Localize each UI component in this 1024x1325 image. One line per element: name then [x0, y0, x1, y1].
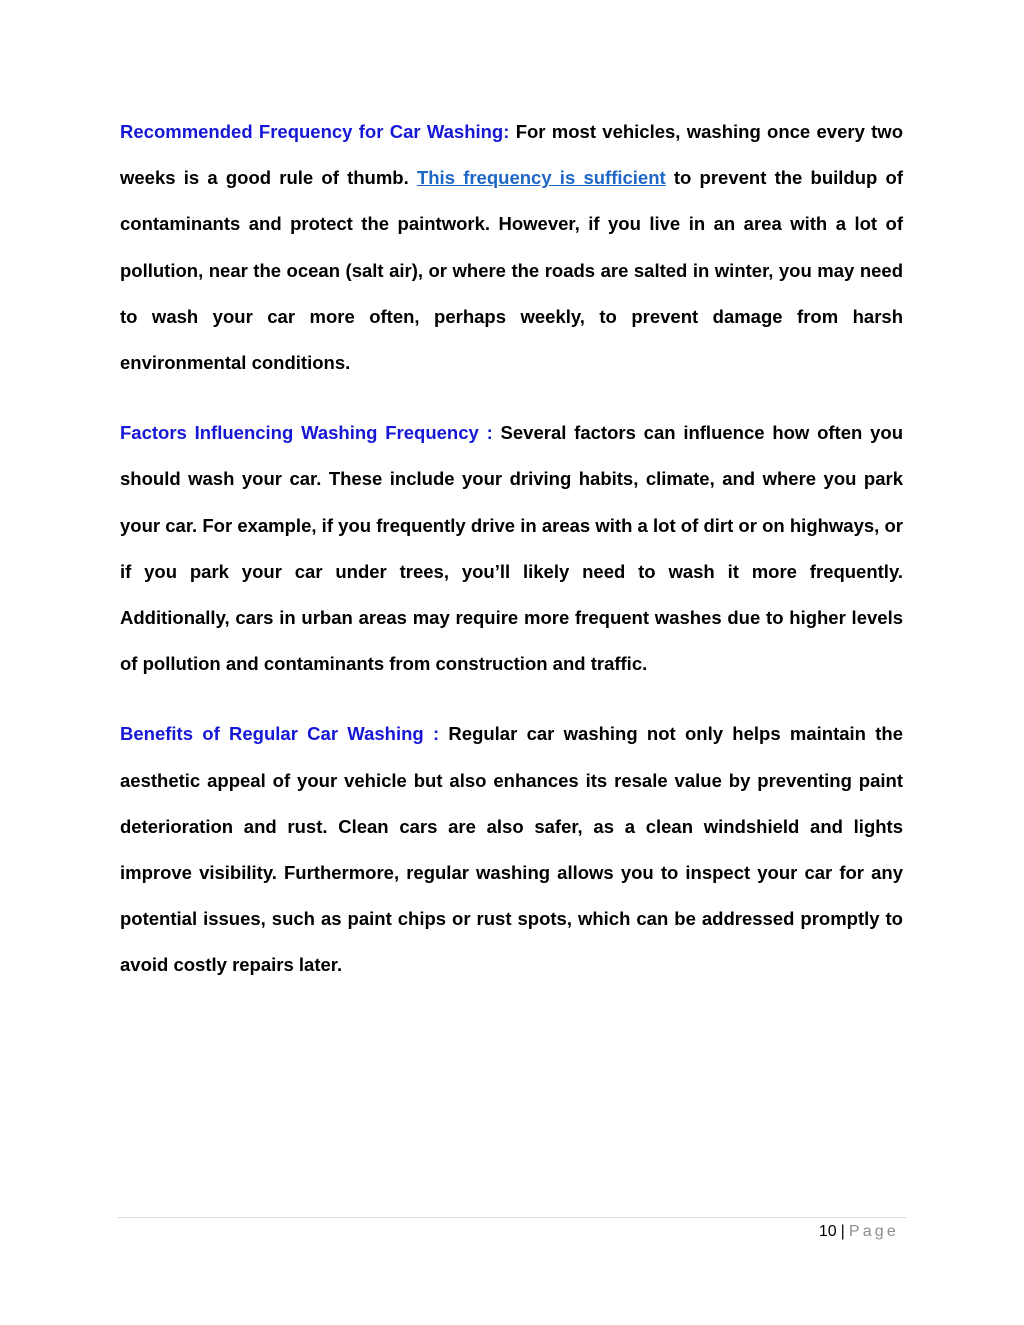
section-heading: Factors Influencing Washing Frequency : [120, 422, 493, 444]
section-text: Several factors can influence how often you should wash your car. These include your driving habits, climate, and where you park your car. For example, if you frequently drive in areas with a lot of dirt or on highways, or if you park your car under trees, you’ll likely need to wash it more frequently. Additionally, cars in urban areas may require more frequent washes due to higher levels of pollution and contaminants from construction and traffic. [120, 422, 903, 675]
section-heading: Benefits of Regular Car Washing : [120, 723, 440, 745]
section-influencing-factors [120, 410, 903, 687]
section-text: Regular car washing not only helps maintain the aesthetic appeal of your vehicle but also enhances its resale value by preventing paint deterioration and rust. Clean cars are also safer, as a clean windshield and lights improve visibility. Furthermore, regular washing allows you to inspect your car for any potential issues, such as paint chips or rust spots, which can be addressed promptly to avoid costly repairs later. [120, 723, 903, 976]
footer-divider [118, 1217, 906, 1218]
section-text: to prevent the buildup of contaminants and protect the paintwork. However, if you live in an area with a lot of pollution, near the ocean (salt air), or where the roads are salted in winter, you may need to wash your car more often, perhaps weekly, to prevent damage from harsh environmental conditions. [120, 167, 903, 374]
section-benefits [120, 711, 903, 988]
section-recommended-frequency [120, 109, 903, 386]
section-text: For most vehicles, washing once every two weeks is a good rule of thumb. [120, 121, 903, 189]
footer-separator: | [840, 1223, 845, 1240]
section-heading: Recommended Frequency for Car Washing: [120, 121, 510, 142]
page-footer [819, 1221, 899, 1243]
sufficient-frequency-link[interactable]: This frequency is sufficient [416, 167, 666, 189]
page-label: Page [848, 1223, 899, 1240]
page-number: 10 [818, 1223, 837, 1240]
document-body [120, 109, 903, 1013]
